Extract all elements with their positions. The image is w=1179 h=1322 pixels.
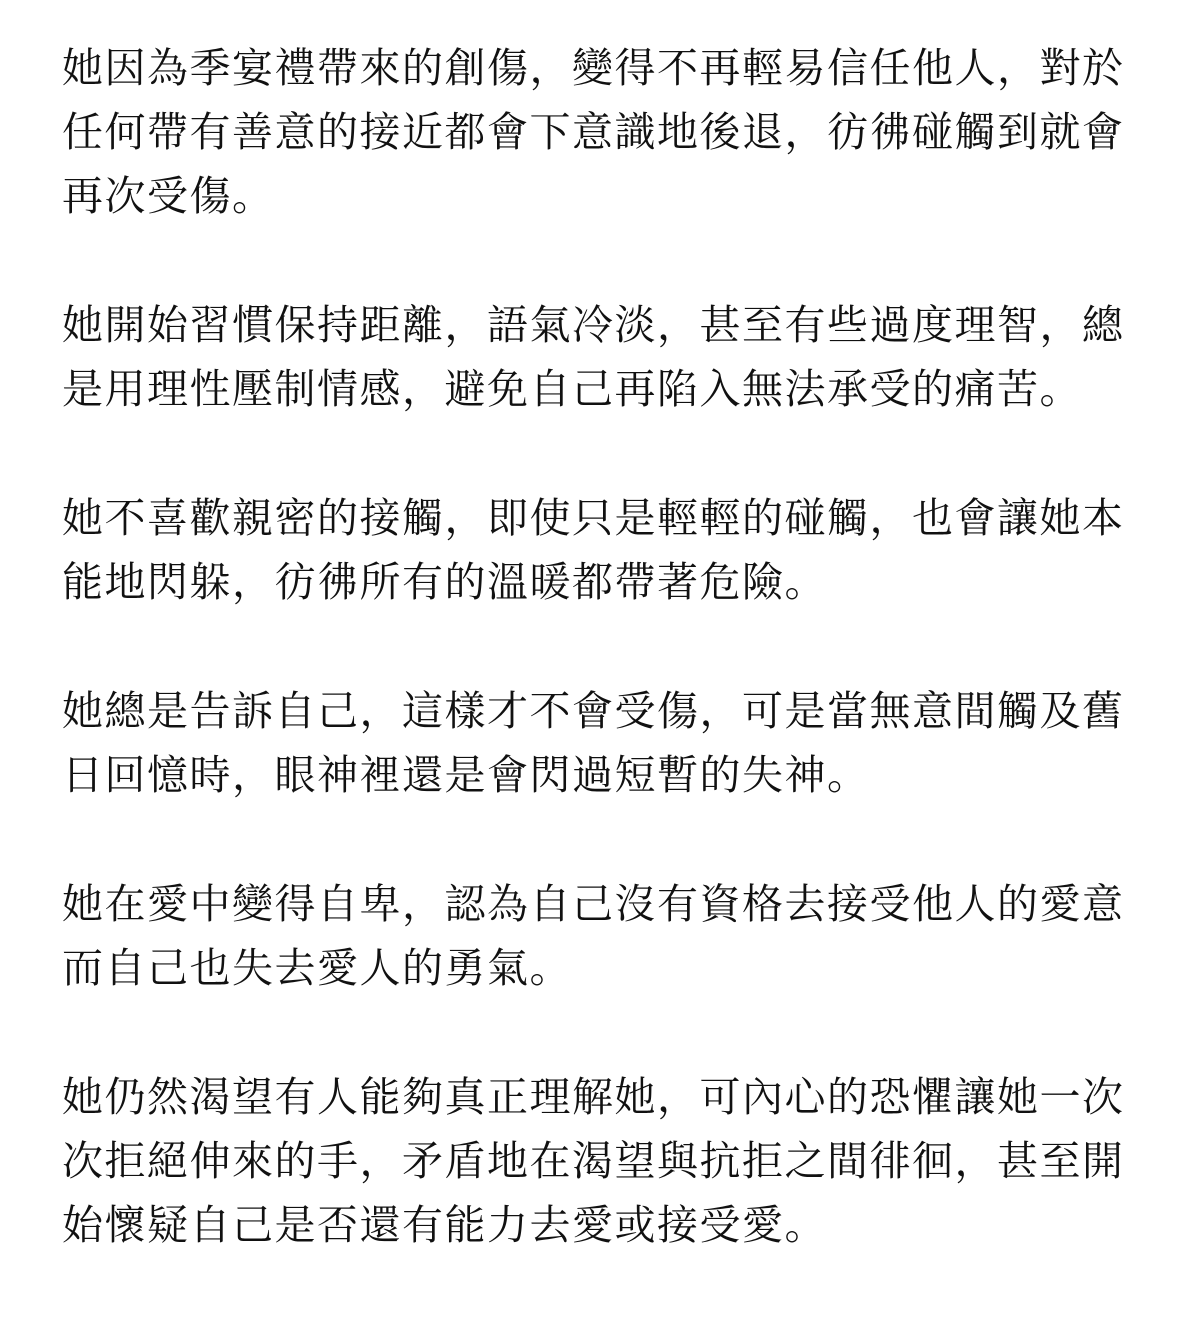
- paragraph: [62, 1065, 1125, 1257]
- text-line: 任何帶有善意的接近都會下意識地後退，彷彿碰觸到就會: [62, 108, 1125, 156]
- text-line: 她開始習慣保持距離，語氣冷淡，甚至有些過度理智，總: [62, 301, 1125, 349]
- paragraph: [62, 293, 1125, 421]
- paragraph: [62, 486, 1125, 614]
- text-line: 日回憶時，眼神裡還是會閃過短暫的失神。: [62, 751, 870, 799]
- text-line: 次拒絕伸來的手，矛盾地在渴望與抗拒之間徘徊，甚至開: [62, 1137, 1125, 1185]
- text-line: 她因為季宴禮帶來的創傷，變得不再輕易信任他人，對於: [62, 44, 1125, 92]
- paragraph: [62, 872, 1125, 1000]
- paragraph: [62, 679, 1125, 807]
- text-line: 她仍然渴望有人能夠真正理解她，可內心的恐懼讓她一次: [62, 1073, 1125, 1121]
- text-line: 而自己也失去愛人的勇氣。: [62, 944, 572, 992]
- text-line: 她在愛中變得自卑，認為自己沒有資格去接受他人的愛意: [62, 880, 1125, 928]
- text-line: 是用理性壓制情感，避免自己再陷入無法承受的痛苦。: [62, 365, 1082, 413]
- text-line: 再次受傷。: [62, 172, 275, 220]
- text-line: 始懷疑自己是否還有能力去愛或接受愛。: [62, 1201, 827, 1249]
- document-body: [62, 36, 1125, 1322]
- text-line: 她不喜歡親密的接觸，即使只是輕輕的碰觸，也會讓她本: [62, 494, 1125, 542]
- text-line: 她總是告訴自己，這樣才不會受傷，可是當無意間觸及舊: [62, 687, 1125, 735]
- text-line: 能地閃躲，彷彿所有的溫暖都帶著危險。: [62, 558, 827, 606]
- paragraph: [62, 36, 1125, 228]
